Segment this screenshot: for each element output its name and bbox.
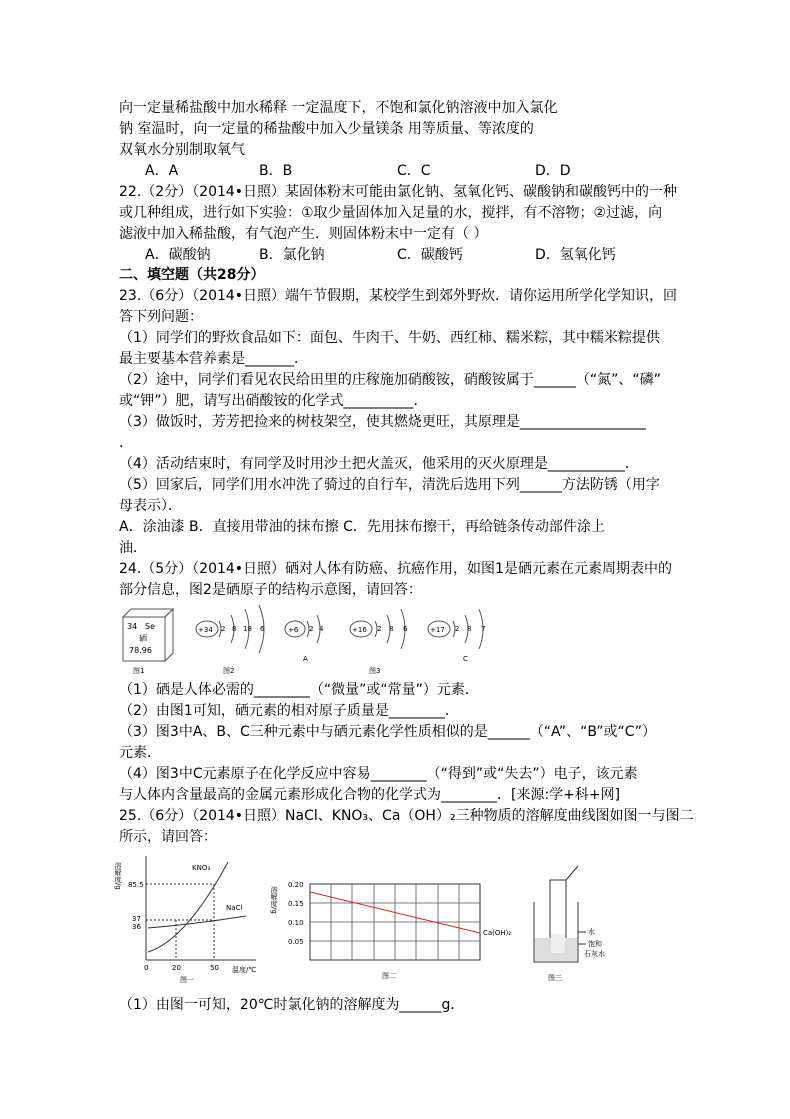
q23-line6: 或“钾”）肥，请写出硝酸铵的化学式__________．: [119, 393, 428, 409]
fig1-ytick-37: 37: [132, 915, 141, 923]
q24-line8: 与人体内含量最高的金属元素形成化合物的化学式为________．[来源:学+科+网]: [119, 787, 621, 803]
q22-line3: 滤液中加入稀盐酸，有气泡产生．则固体粉末中一定有（ ）: [119, 226, 488, 242]
caption-fig3: 图3: [369, 667, 381, 675]
solubility-chart-fig1: [116, 848, 266, 988]
fig3-caption: 图三: [548, 974, 562, 982]
svg-text:18: 18: [243, 625, 252, 633]
q24-line7: （4）图3中C元素原子在化学反应中容易________（“得到”或“失去”）电子，该元素: [119, 766, 638, 782]
svg-text:+16: +16: [352, 626, 367, 634]
fig1-ytick-36: 36: [132, 923, 141, 931]
fig2-ytick-020: 0.20: [288, 881, 304, 889]
q24-line3: （1）硒是人体必需的________（“微量”或“常量”）元素．: [119, 682, 479, 698]
svg-text:4: 4: [319, 625, 324, 633]
fig3-label-water: 水: [588, 928, 595, 936]
q21-line2: 钠 室温时，向一定量的稀盐酸中加入少量镁条 用等质量、等浓度的: [119, 121, 534, 137]
fig1-xlabel: 温度/℃: [232, 966, 257, 974]
q25-line1: 25.（6分）（2014•日照）NaCl、KNO₃、Ca（OH）₂三种物质的溶解度曲线图如图一与图二: [119, 808, 694, 824]
curve-kno3: [148, 862, 228, 952]
q23-line12: A．涂油漆 B．直接用带油的抹布擦 C．先用抹布擦干，再给链条传动部件涂上: [119, 519, 605, 535]
svg-text:+6: +6: [288, 626, 299, 634]
q23-line9: （4）活动结束时，有同学及时用沙土把火盖灭，他采用的灭火原理是___________．: [119, 456, 639, 472]
q21-option-a: A．A: [145, 163, 179, 179]
fig2-series-caoh2: Ca(OH)₂: [483, 929, 512, 937]
svg-text:6: 6: [260, 625, 265, 633]
fig3-label-limewater: 石灰水: [584, 950, 605, 958]
atom-diagram-c: [428, 609, 485, 663]
label-a: A: [303, 655, 308, 663]
q21-option-d: D．D: [535, 163, 571, 179]
cell-mass: 78.96: [129, 646, 152, 655]
svg-text:+34: +34: [198, 626, 213, 634]
caption-fig1: 图1: [133, 667, 145, 675]
solubility-chart-fig2: [270, 876, 520, 986]
fig1-ytick-85: 85.5: [128, 881, 144, 889]
atom-diagram-b: [350, 609, 408, 649]
curve-nacl: [148, 916, 246, 928]
fig1-xtick-20: 20: [172, 964, 181, 972]
q23-line8: ．: [119, 435, 133, 451]
fig1-series-kno3: KNO₃: [192, 864, 211, 872]
q21-option-b: B．B: [259, 163, 293, 179]
fig1-ylabel: 溶解度/g: [114, 862, 122, 890]
q22-line2: 或几种组成，进行如下实验：①取少量固体加入足量的水，搅拌，有不溶物；②过滤，向: [119, 205, 663, 221]
q23-line3: （1）同学们的野炊食品如下：面包、牛肉干、牛奶、西红柿、糯米粽，其中糯米粽提供: [119, 330, 660, 346]
q25-line2: 所示，请回答：: [119, 829, 217, 845]
q23-line13: 油．: [119, 540, 147, 556]
q24-figure: [119, 601, 519, 679]
fig1-xtick-0: 0: [144, 964, 149, 972]
fig2-ytick-015: 0.15: [288, 900, 304, 908]
fig1-caption: 图一: [180, 976, 194, 984]
fig2-caption: 图二: [382, 972, 396, 980]
q23-line11: 母表示）．: [119, 498, 182, 514]
label-c: C: [463, 655, 468, 663]
fig1-series-nacl: NaCl: [226, 904, 243, 912]
q22-option-a: A．碳酸钠: [145, 247, 211, 263]
fig2-ytick-005: 0.05: [288, 938, 304, 946]
q23-line10: （5）回家后，同学们用水冲洗了骑过的自行车，清洗后选用下列______方法防锈（用字: [119, 477, 660, 493]
svg-text:2: 2: [309, 625, 314, 633]
q24-line6: 元素．: [119, 745, 161, 761]
caption-fig2: 图2: [223, 667, 235, 675]
q24-line4: （2）由图1可知，硒元素的相对原子质量是________．: [119, 703, 459, 719]
fig1-xtick-50: 50: [210, 964, 219, 972]
q24-line2: 部分信息，图2是硒原子的结构示意图，请回答：: [119, 582, 422, 598]
svg-text:2: 2: [377, 625, 382, 633]
svg-text:2: 2: [455, 625, 460, 633]
cell-name: 硒: [139, 634, 147, 643]
q21-option-c: C．C: [397, 163, 431, 179]
fig2-ytick-010: 0.10: [288, 919, 304, 927]
q22-option-c: C．碳酸钙: [397, 247, 463, 263]
periodic-table-cell: [123, 609, 173, 661]
svg-text:8: 8: [389, 625, 394, 633]
q23-line7: （3）做饭时，芳芳把捡来的树枝架空，使其燃烧更旺，其原理是__________________: [119, 414, 646, 430]
atom-diagram-a: [285, 615, 324, 663]
svg-text:6: 6: [403, 625, 408, 633]
svg-text:8: 8: [467, 625, 472, 633]
q23-line5: （2）途中，同学们看见农民给田里的庄稼施加硝酸铵，硝酸铵属于______（“氮”、“磷”: [119, 372, 661, 388]
beaker-fig3: [520, 862, 620, 988]
q22-option-d: D．氢氧化钙: [535, 247, 616, 263]
svg-text:2: 2: [221, 625, 226, 633]
cell-number: 34: [127, 622, 138, 631]
svg-text:8: 8: [232, 625, 237, 633]
q23-line4: 最主要基本营养素是_______．: [119, 351, 308, 367]
q24-line5: （3）图3中A、B、C三种元素中与硒元素化学性质相似的是______（“A”、“B”或“C”）: [119, 724, 657, 740]
atom-diagram-se: [196, 605, 265, 653]
q23-line2: 答下列问题：: [119, 309, 203, 325]
svg-text:7: 7: [481, 625, 486, 633]
cell-symbol: Se: [145, 622, 155, 631]
q21-line1: 向一定量稀盐酸中加水稀释 一定温度下，不饱和氯化钠溶液中加入氯化: [119, 100, 558, 116]
svg-text:+17: +17: [430, 626, 445, 634]
q25-line3: （1）由图一可知，20℃时氯化钠的溶解度为______g．: [119, 997, 465, 1013]
fig2-ylabel: 溶解度/g: [270, 886, 278, 914]
q22-option-b: B．氯化钠: [259, 247, 325, 263]
q24-line1: 24.（5分）（2014•日照）硒对人体有防癌、抗癌作用，如图1是硒元素在元素周期表中的: [119, 561, 672, 577]
section-title-fill-in: 二、填空题（共28分）: [119, 267, 265, 283]
q21-line3: 双氧水分别制取氧气: [119, 142, 245, 158]
q22-line1: 22.（2分）（2014•日照）某固体粉末可能由氯化钠、氢氧化钙、碳酸钠和碳酸钙中的一种: [119, 184, 678, 200]
fig3-label-saturated: 饱和: [588, 940, 602, 948]
q23-line1: 23.（6分）（2014•日照）端午节假期，某校学生到郊外野炊．请你运用所学化学知识，回: [119, 288, 678, 304]
